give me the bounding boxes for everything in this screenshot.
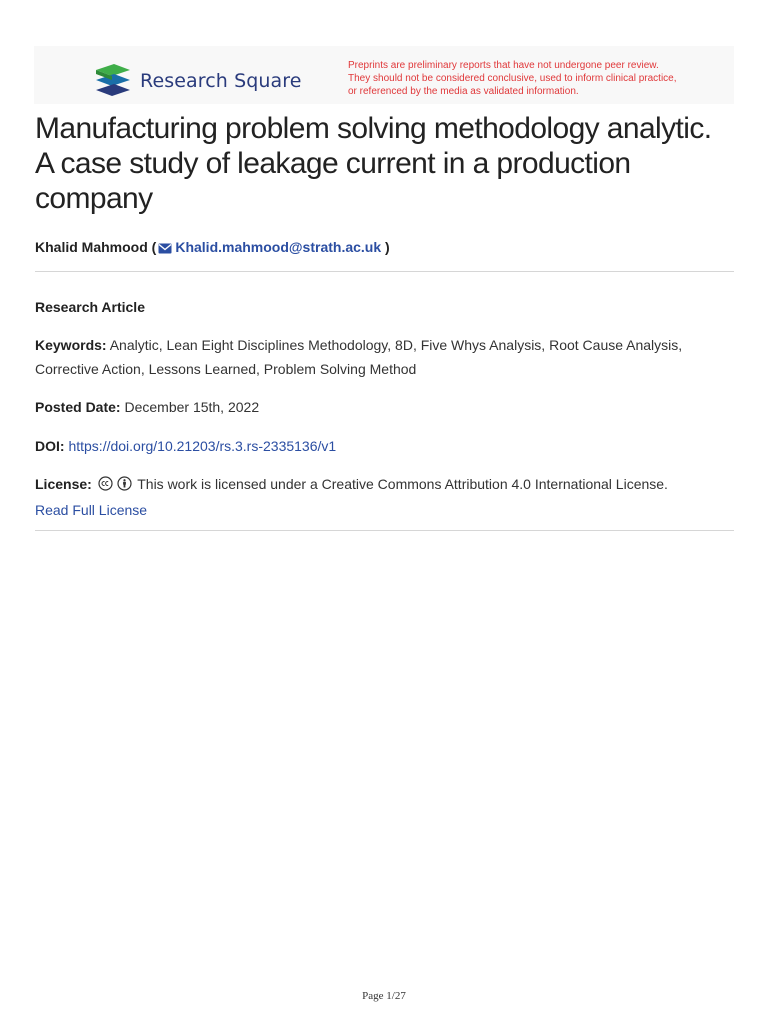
posted-date	[35, 395, 725, 419]
author-paren-open: (	[151, 239, 157, 255]
author-paren-close: )	[385, 239, 390, 255]
license-label: License:	[35, 476, 92, 492]
page-number: Page 1/27	[362, 990, 406, 1002]
preprint-banner	[34, 46, 734, 104]
license-text: This work is licensed under a Creative Commons Attribution 4.0 International License.	[137, 476, 668, 492]
doi-link[interactable]: https://doi.org/10.21203/rs.3.rs-2335136/v1	[68, 438, 337, 454]
logo-text: Research Square	[140, 70, 302, 92]
divider	[35, 530, 734, 531]
author-line	[35, 237, 390, 257]
keywords-value: Analytic, Lean Eight Disciplines Methodology, 8D, Five Whys Analysis, Root Cause Analysis, Corrective Action, Lessons Learned, Problem Solving Method	[35, 337, 683, 377]
disclaimer-line: or referenced by the media as validated information.	[348, 86, 579, 97]
preprint-disclaimer	[348, 59, 728, 98]
research-square-logo[interactable]	[94, 64, 302, 98]
author-email-link[interactable]: Khalid.mahmood@strath.ac.uk	[175, 239, 382, 255]
license	[35, 472, 725, 522]
posted-date-label: Posted Date:	[35, 399, 121, 415]
posted-date-value: December 15th, 2022	[124, 399, 260, 415]
keywords-label: Keywords:	[35, 337, 107, 353]
disclaimer-line: They should not be considered conclusive, used to inform clinical practice,	[348, 73, 677, 84]
cc-icon	[98, 476, 113, 491]
research-square-logo-icon	[94, 64, 132, 98]
doi	[35, 434, 725, 458]
attribution-icon	[117, 476, 132, 491]
divider	[35, 271, 734, 272]
doi-label: DOI:	[35, 438, 65, 454]
author-name: Khalid Mahmood	[35, 239, 148, 255]
keywords	[35, 333, 725, 381]
read-full-license-link[interactable]: Read Full License	[35, 502, 148, 518]
article-type: Research Article	[35, 299, 145, 315]
cc-icons	[98, 474, 132, 498]
article-title: Manufacturing problem solving methodology analytic. A case study of leakage current in a production company	[35, 112, 712, 215]
envelope-icon	[158, 243, 172, 254]
disclaimer-line: Preprints are preliminary reports that have not undergone peer review.	[348, 60, 659, 71]
